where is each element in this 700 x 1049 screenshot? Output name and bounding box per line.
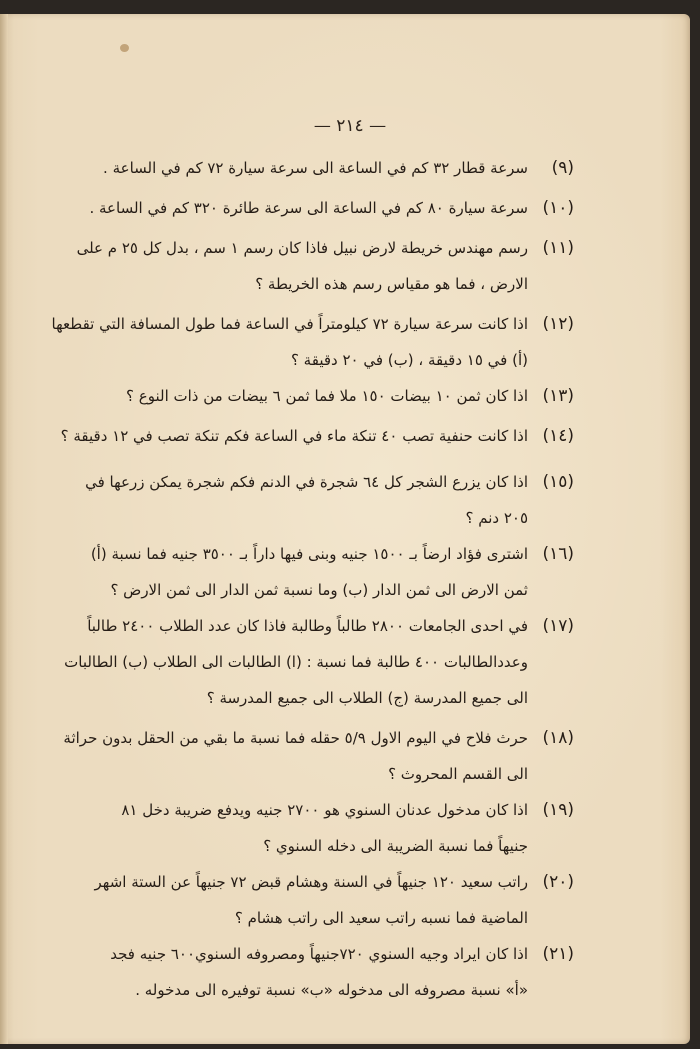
- problem-line: اذا كان مدخول عدنان السنوي هو ٢٧٠٠ جنيه ويدفع ضريبة دخل ٨١: [121, 801, 528, 819]
- problem-13: [48, 378, 574, 414]
- problem-number: (١١): [542, 238, 574, 258]
- problem-line: «أ» نسبة مصروفه الى مدخوله «ب» نسبة توفيره الى مدخوله .: [135, 981, 528, 999]
- problem-line: سرعة سيارة ٨٠ كم في الساعة الى سرعة طائرة ٣٢٠ كم في الساعة .: [89, 199, 528, 217]
- problem-10: [48, 190, 574, 226]
- problem-17: [48, 608, 574, 716]
- problem-number: (١٨): [542, 728, 574, 748]
- problem-line: اشترى فؤاد ارضاً بـ ١٥٠٠ جنيه وبنى فيها داراً بـ ٣٥٠٠ جنيه فما نسبة (أ): [90, 545, 528, 563]
- problem-11: [48, 230, 574, 302]
- problem-text: [48, 418, 528, 454]
- problem-text: [48, 792, 528, 864]
- problem-text: [48, 720, 528, 792]
- problem-line: رسم مهندس خريطة لارض نبيل فاذا كان رسم ١ سم ، بدل كل ٢٥ م على: [76, 239, 528, 257]
- problem-text: [48, 306, 528, 378]
- problem-line: ثمن الارض الى ثمن الدار (ب) وما نسبة ثمن الدار الى ثمن الارض ؟: [110, 581, 528, 599]
- problem-line: جنيهاً فما نسبة الضريبة الى دخله السنوي ؟: [263, 837, 528, 855]
- problem-line: حرث فلاح في اليوم الاول ٥/٩ حقله فما نسبة ما بقي من الحقل بدون حراثة: [63, 729, 528, 747]
- problem-line: اذا كان ايراد وجيه السنوي ٧٢٠جنيهاً ومصروفه السنوي٦٠٠ جنيه فجد: [110, 945, 528, 963]
- problem-number: (٢٠): [542, 872, 574, 892]
- page-spine-edge: [0, 14, 8, 1044]
- problem-line: وعددالطالبات ٤٠٠ طالبة فما نسبة : (ا) الطالبات الى الطلاب (ب) الطالبات: [64, 653, 528, 671]
- problem-line: الى جميع المدرسة (ج) الطلاب الى جميع المدرسة ؟: [206, 689, 528, 707]
- problem-text: [48, 536, 528, 608]
- problem-line: اذا كانت سرعة سيارة ٧٢ كيلومتراً في الساعة فما طول المسافة التي تقطعها: [51, 315, 528, 333]
- problem-21: [48, 936, 574, 1008]
- problem-number: (٢١): [542, 944, 574, 964]
- problem-18: [48, 720, 574, 792]
- problem-9: [48, 150, 574, 186]
- problem-line: اذا كان يزرع الشجر كل ٦٤ شجرة في الدنم فكم شجرة يمكن زرعها في: [85, 473, 528, 491]
- problem-15: [48, 464, 574, 536]
- problem-number: (١٧): [542, 616, 574, 636]
- problem-text: [48, 150, 528, 186]
- problem-text: [48, 864, 528, 936]
- problem-line: اذا كانت حنفية تصب ٤٠ تنكة ماء في الساعة فكم تنكة تصب في ١٢ دقيقة ؟: [60, 427, 528, 445]
- problem-number: (١٢): [542, 314, 574, 334]
- problem-number: (١٥): [542, 472, 574, 492]
- problem-line: راتب سعيد ١٢٠ جنيهاً في السنة وهشام قبض ٧٢ جنيهاً عن الستة اشهر: [94, 873, 528, 891]
- problem-12: [48, 306, 574, 378]
- problem-number: (٩): [551, 158, 574, 178]
- problem-19: [48, 792, 574, 864]
- paper-stain: [120, 44, 129, 52]
- problem-number: (١٩): [542, 800, 574, 820]
- problem-20: [48, 864, 574, 936]
- problem-text: [48, 230, 528, 302]
- problem-line: اذا كان ثمن ١٠ بيضات ١٥٠ ملا فما ثمن ٦ بيضات من ذات النوع ؟: [126, 387, 528, 405]
- problem-line: الارض ، فما هو مقياس رسم هذه الخريطة ؟: [255, 275, 528, 293]
- problem-text: [48, 464, 528, 536]
- problem-text: [48, 378, 528, 414]
- problem-line: الى القسم المحروث ؟: [388, 765, 528, 783]
- problem-number: (١٣): [542, 386, 574, 406]
- page-number: — ٢١٤ —: [313, 116, 387, 136]
- problem-line: سرعة قطار ٣٢ كم في الساعة الى سرعة سيارة ٧٢ كم في الساعة .: [103, 159, 528, 177]
- problem-line: (أ) في ١٥ دقيقة ، (ب) في ٢٠ دقيقة ؟: [290, 351, 528, 369]
- problem-14: [48, 418, 574, 454]
- problem-text: [48, 608, 528, 716]
- problem-line: ٢٠٥ دنم ؟: [465, 509, 528, 527]
- problem-number: (١٤): [542, 426, 574, 446]
- problem-number: (١٠): [542, 198, 574, 218]
- problem-text: [48, 936, 528, 1008]
- problem-16: [48, 536, 574, 608]
- problem-number: (١٦): [542, 544, 574, 564]
- problem-text: [48, 190, 528, 226]
- problem-line: الماضية فما نسبه راتب سعيد الى راتب هشام ؟: [234, 909, 528, 927]
- problem-line: في احدى الجامعات ٢٨٠٠ طالباً وطالبة فاذا كان عدد الطلاب ٢٤٠٠ طالباً: [87, 617, 528, 635]
- problem-list: [48, 150, 574, 1008]
